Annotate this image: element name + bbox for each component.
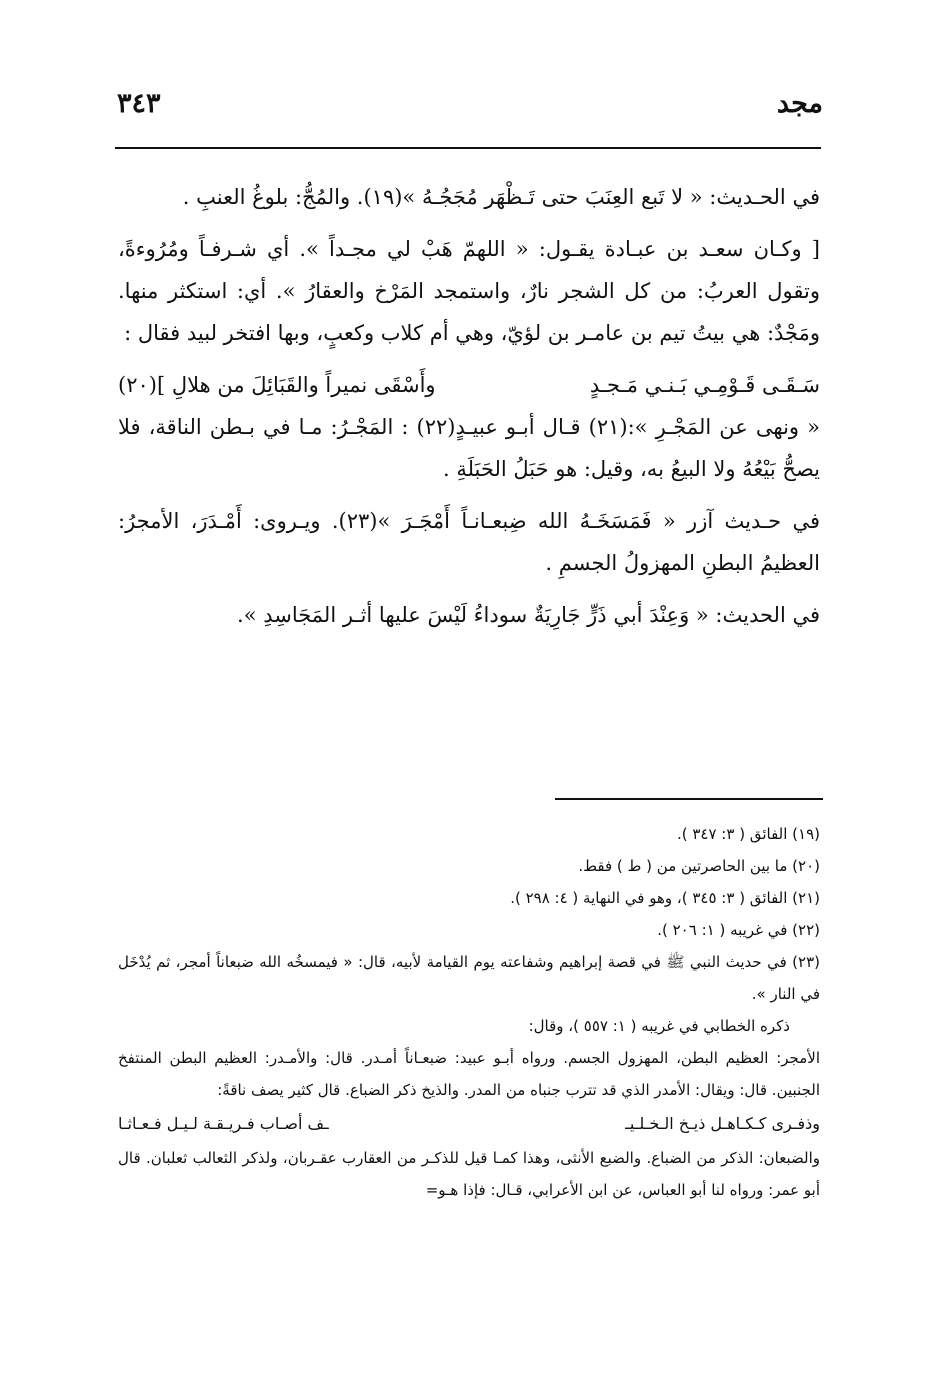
footnote-19: (١٩) الفائق ( ٣: ٣٤٧ ). bbox=[676, 825, 820, 843]
footnote-verse-first-hemistich: وذفـرى كـكـاهـل ذيـخ الـخـلـيـ bbox=[625, 1114, 820, 1133]
footnote-23: (٢٣) في حديث النبي ﷺ في قصة إبراهيم وشفاعته يوم القيامة لأبيه، قال: « فيمسخُه الله ضبعاناً أمجر، ثم يُدْخَل في النار ». bbox=[118, 953, 820, 1003]
footnote-21: (٢١) الفائق ( ٣: ٣٤٥ )، وهو في النهاية ( ٤: ٢٩٨ ). bbox=[510, 889, 820, 907]
running-head-word: مجد bbox=[776, 88, 823, 119]
paragraph-abu-dharr: في الحديث: « وَعِنْدَ أبي ذَرٍّ جَارِيَةٌ سوداءُ لَيْسَ عليها أثـر المَجَاسِدِ ». bbox=[237, 603, 820, 627]
paragraph-hadith-grapes: في الحـديث: « لا تَبع العِنَبَ حتى تَـظْهَر مُجَجُـهُ »(١٩). والمُجُّ: بلوغُ العنبِ . bbox=[182, 185, 820, 209]
footnote-20: (٢٠) ما بين الحاصرتين من ( ط ) فقط. bbox=[578, 857, 820, 875]
footnote-23-continued: والضبعان: الذكر من الضباع. والضبع الأنثى، وهذا كمـا قيل للذكـر من العقارب عقـربان، ولذكر الثعالب ثعلبان. قال أبو عمر: ورواه لنا أبو العباس، عن ابن الأعرابي، قـال: فإذا هـو= bbox=[118, 1149, 820, 1199]
footnote-22: (٢٢) في غريبه ( ١: ٢٠٦ ). bbox=[657, 921, 820, 939]
footnote-23-khattabi: ذكره الخطابي في غريبه ( ١: ٥٥٧ )، وقال: bbox=[528, 1017, 790, 1035]
footnote-23-definition: الأمجر: العظيم البطن، المهزول الجسم. ورواه أبـو عبيد: ضبعـاناً أمـدر. قال: والأمـدر: العظيم البطن المنتفخ الجنبين. قال: ويقال: الأمدر الذي قد تترب جنباه من المدر. والذيخ ذكر الضباع. قال كثير يصف ناقةً: bbox=[118, 1049, 820, 1099]
footnote-poetry-verse bbox=[118, 1108, 820, 1140]
page-number: ٣٤٣ bbox=[117, 88, 161, 119]
main-text bbox=[118, 176, 820, 636]
paragraph-al-majr: « ونهى عن المَجْـرِ »:(٢١) قـال أبـو عبيـدٍ(٢٢) : المَجْـرُ: مـا في بـطن الناقة، فلا يصحُّ بَيْعُهُ ولا البيعُ به، وقيل: هو حَبَلُ الحَبَلَةِ . bbox=[118, 415, 820, 481]
page-header bbox=[115, 88, 823, 138]
verse-first-hemistich: سَـقَـى قَـوْمِـي بَـنـي مَـجـدٍ bbox=[589, 373, 820, 397]
poetry-verse bbox=[118, 364, 820, 406]
header-rule bbox=[115, 147, 821, 149]
paragraph-azar: في حـديث آزر « فَمَسَخَـهُ الله ضِبعـانـاً أَمْجَـرَ »(٢٣). ويـروى: أَمْـدَرَ، الأمجرُ: العظيمُ البطنِ المهزولُ الجسمِ . bbox=[118, 509, 820, 575]
footnotes bbox=[118, 818, 820, 1206]
verse-second-hemistich: وأَسْقَى نميراً والقَبَائِلَ من هلالِ ](٢٠) bbox=[118, 373, 436, 397]
footnote-verse-second-hemistich: ـف أصـاب فـريـقـة لـيـل فـعـاثـا bbox=[118, 1114, 329, 1133]
footnote-separator bbox=[555, 798, 823, 800]
paragraph-saad-ibn-ubada: [ وكـان سعـد بن عبـادة يقـول: « اللهمّ هَبْ لي مجـداً ». أي شـرفـاً ومُرُوءةً، وتقول العربُ: من كل الشجر نارٌ، واستمجد المَرْخ والعقارُ ». أي: استكثر منها. ومَجْدٌ: هي بيتُ تيم بن عامـر بن لؤيّ، وهي أم كلاب وكعبٍ، وبها افتخر لبيد فقال : bbox=[118, 237, 820, 345]
